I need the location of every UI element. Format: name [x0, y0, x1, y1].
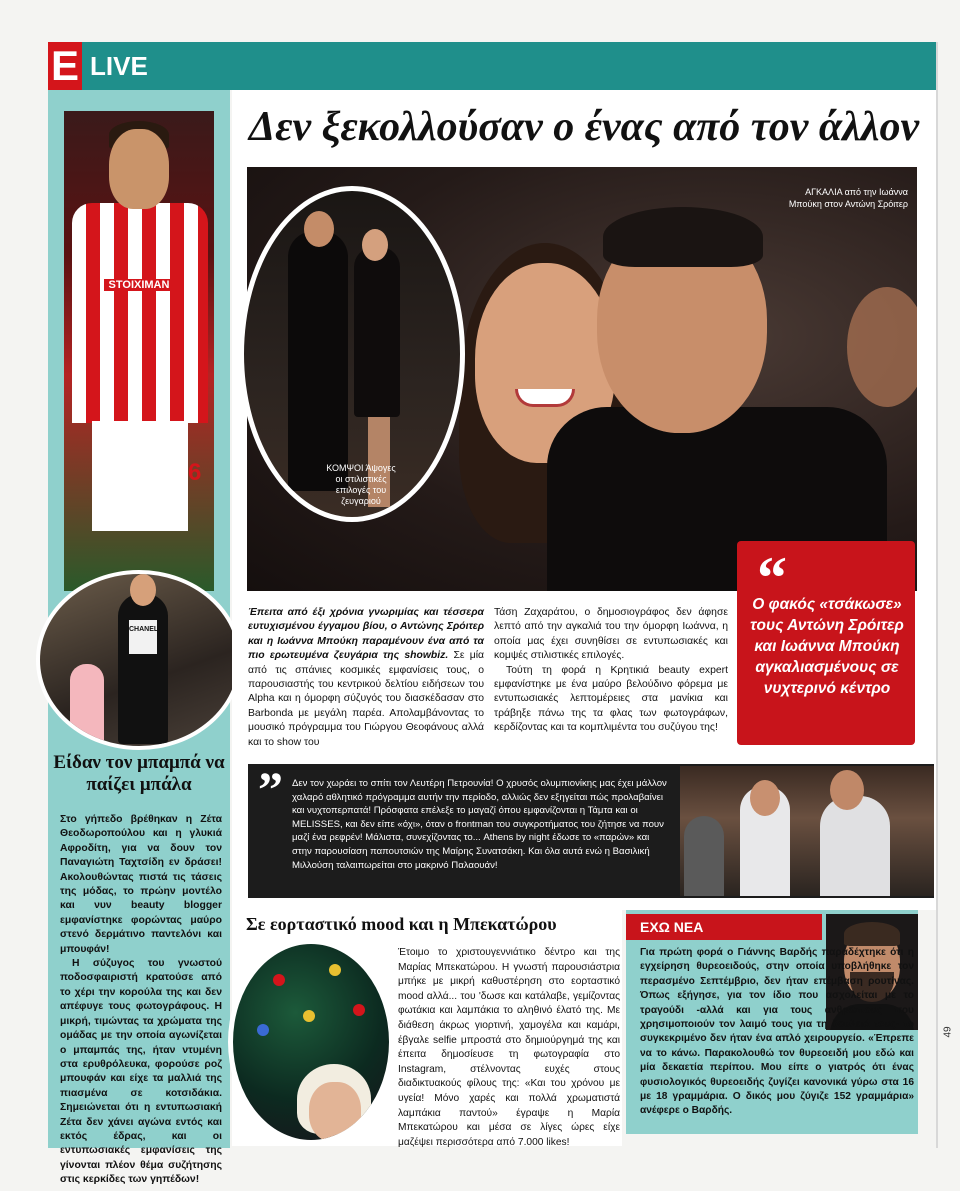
oval-photo-caption: ΚΟΜΨΟΙ Άψογες οι στιλιστικές επιλογές του ζευγαριού — [326, 463, 396, 506]
article-text: Σε μία από τις σπάνιες κοσμικές εμφανίσεις τους, ο παρουσιαστής του κεντρικού δελτίου ειδήσεων του Alpha και η όμορφη σύζυγός του διασκέδασαν στο Barbonda με μεγάλη παρέα. Απολαμβάνοντας το μουσικό πρόγραμμα του Γιώργου Θεοφάνους αλλά και το show του — [248, 650, 485, 748]
mother-shirt-print: CHANEL — [129, 620, 157, 654]
mother-face — [130, 574, 156, 606]
oval-woman-face — [362, 229, 388, 261]
left-story-paragraph: Στο γήπεδο βρέθηκαν η Ζέτα Θεοδωροπούλου και η γλυκιά Αφροδίτη, για να δουν τον Παναγιώτη Ταχτσίδη εν δράσει! Ακολουθώντας πιστά τις τάσεις της μόδας, το πρώην μοντέλο και νυν beauty blogger εμφανίστηκε φορώντας μαύρο στενό δερμάτινο παντελόνι και μπουφάν! — [60, 814, 222, 955]
mother-child-photo — [36, 570, 242, 750]
ornament — [329, 964, 341, 976]
oval-man-figure — [288, 231, 348, 491]
section-header-bar — [48, 42, 936, 90]
photo-caption: ΑΓΚΑΛΙΑ από την Ιωάννα Μπούκη στον Αντώνη Σρόιτερ — [788, 187, 908, 209]
singer-hair — [844, 922, 900, 946]
page-edge — [936, 42, 938, 1148]
nightclub-person — [820, 796, 890, 896]
shirt-sponsor-label: STOIXIMAN — [104, 279, 174, 291]
ornament — [257, 1024, 269, 1036]
article-paragraph: Τούτη τη φορά η Κρητικιά beauty expert εμφανίστηκε με ένα μαύρο βελούδινο φόρεμα με εντυπωσιακές λεπτομέρειες στα μανίκια και τράβηξε πάνω της τα φλας των φωτογράφων, κερδίζοντας και τα κομπλιμέντα του συζύγου της! — [494, 664, 728, 734]
player-shorts — [92, 421, 188, 531]
shirt-number: 6 — [188, 459, 202, 486]
ornament — [273, 974, 285, 986]
left-story-paragraph: Η σύζυγος του γνωστού ποδοσφαιριστή κρατούσε από το χέρι την κορούλα της και δεν απέφυγε τους φωτογράφους. Η μικρή, τιμώντας τα χρώματα της ομάδας με την οποία αγωνίζεται ο μπαμπάς της, ήταν ντυμένη στα ερυθρόλευκα, φορούσε ροζ μπουφάν και είχε τα μαλλιά της πιασμένα σε κοτσιδάκια. Σημειώνεται ότι η εντυπωσιακή Ζέτα δεν χάνει αγώνα εντός και εκτός έδρας, και οι εντυπωσιακές εμφανίσεις της γίνονται πλέον θέμα συζήτησης στις κερκίδες των γηπέδων! — [60, 958, 222, 1186]
main-headline: Δεν ξεκολλούσαν ο ένας από τον άλλον — [248, 104, 920, 150]
news-panel-text: Για πρώτη φορά ο Γιάννης Βαρδής παραδέχτηκε ότι η εγχείρηση θυρεοειδούς, στην οποία υποβλήθηκε τον περασμένο Σεπτέμβριο, δεν ήταν επέμβαση ρουτίνας. Όπως εξήγησε, για τον ίδιο που ασχολείται με το τραγούδι -αλλά και για τους ανθρώπους που χρησιμοποιούν τον λαιμό τους για τη δουλειά τους- το συγκεκριμένο δεν ήταν ένα απλό χειρουργείο. «Έπρεπε να το κάνω. Παρακολουθώ τον θυρεοειδή μου εδώ και μία δεκαετία περίπου. Μου είπε ο γιατρός ότι ένας φυσιολογικός θυρεοειδής ζυγίζει κανονικά γύρω στα 16 με 18 γραμμάρια. Ο δικός μου ζύγιζε 152 γραμμάρια» ανέφερε ο Βαρδής. — [640, 947, 914, 1117]
nightclub-face — [830, 770, 864, 810]
article-paragraph: Τάση Ζαχαράτου, ο δημοσιογράφος δεν άφησε λεπτό από την αγκαλιά του την όμορφη Ιωάννα, η οποία μας έχει συνηθίσει σε εντυπωσιακές και κομψές στιλιστικές επιλογές. — [494, 607, 728, 662]
magazine-logo: E — [48, 42, 82, 90]
oval-man-face — [304, 211, 334, 247]
quote-mark-icon: ” — [258, 761, 283, 817]
christmas-selfie-photo — [228, 939, 394, 1145]
news-panel-title: ΕΧΩ ΝΕΑ — [626, 914, 822, 940]
oval-woman-figure — [354, 247, 400, 417]
article-lead: Έπειτα από έξι χρόνια γνωριμίας και τέσσερα ευτυχισμένου έγγαμου βίου, ο Αντώνης Σρόιτερ και η Ιωάννα Μπούκη παραμένουν ένα από τα πιο ερωτευμένα ζευγάρια της showbiz. — [248, 607, 484, 662]
bottom-story-headline: Σε εορταστικό mood και η Μπεκατώρου — [246, 914, 557, 934]
nightclub-face — [750, 780, 780, 816]
ornament — [303, 1010, 315, 1022]
article-column-1 — [248, 606, 484, 750]
player-shirt — [72, 203, 208, 423]
woman-smile — [515, 389, 575, 407]
mother-figure — [118, 594, 168, 744]
pull-quote-text: Ο φακός «τσάκωσε» τους Αντώνη Σρόιτερ και Ιωάννα Μπούκη αγκαλιασμένους σε νυχτερινό κέντρο — [750, 596, 904, 697]
section-title: LIVE — [90, 51, 148, 81]
nightclub-photo — [680, 766, 934, 896]
left-story-headline: Είδαν τον μπαμπά να παίζει μπάλα — [53, 752, 225, 795]
football-player-photo — [64, 111, 214, 591]
gossip-box-text: Δεν τον χωράει το σπίτι τον Λευτέρη Πετρουνία! Ο χρυσός ολυμπιονίκης μας έχει μάλλον χαλαρό αθλητικό πρόγραμμα αυτήν την περίοδο, αλλιώς δεν εξηγείται πώς προλαβαίνει και νυχτοπερπατά! Πρόσφατα επέλεξε το μαγαζί όπου εμφανίζονται η Τάμτα και οι MELISSES, και δεν είπε «όχι», όταν ο frontman του συγκροτήματος του ζήτησε να πουν μαζί ένα ρεφρέν! Μάλιστα, συνεχίζοντας το... Athens by night έδωσε το «παρών» και στην παρουσίαση παπουτσιών της Μαίρης Συνατσάκη. Και όλα αυτά ενώ η Βασιλική Μιλλούση ταλαιπωρείται στο μακρινό Παλαουάν! — [292, 778, 667, 871]
nightclub-person — [684, 816, 724, 896]
player-head — [109, 129, 169, 209]
bottom-story-text: Έτοιμο το χριστουγεννιάτικο δέντρο και της Μαρίας Μπεκατώρου. Η γνωστή παρουσιάστρια μπήκε με μικρή καθυστέρηση στο εορταστικό mood αλλά... του 'δωσε και κατάλαβε, γεμίζοντας φωτάκια και λαμπάκια το αληθινό έλατό της. Με διάθεση άκρως γιορτινή, χαμογέλα και καμάρι, έβγαλε selfie μπροστά στο δημιούργημά της και έπειτα δημοσίευσε τη φωτογραφία στο Instagram, στέλνοντας ευχές στους διαδικτυακούς φίλους της: «Και του χρόνου με υγεία! Μόνο χαρές και πολλά χρωματιστά λαμπάκια παντού» έγραψε η Μαρία Μπεκατώρου και μέσα σε λίγες ώρες είχε μαζέψει περισσότερα από 7.000 likes! — [398, 947, 620, 1148]
selfie-face — [309, 1082, 361, 1142]
ornament — [353, 1004, 365, 1016]
child-figure — [70, 664, 104, 744]
quote-mark-icon: “ — [757, 545, 787, 611]
left-story-body — [60, 813, 222, 1188]
couple-oval-photo — [239, 186, 465, 522]
page-number: 49 — [942, 1026, 954, 1038]
man-hair — [603, 207, 763, 267]
background-person — [847, 287, 917, 407]
article-column-2 — [494, 606, 728, 736]
